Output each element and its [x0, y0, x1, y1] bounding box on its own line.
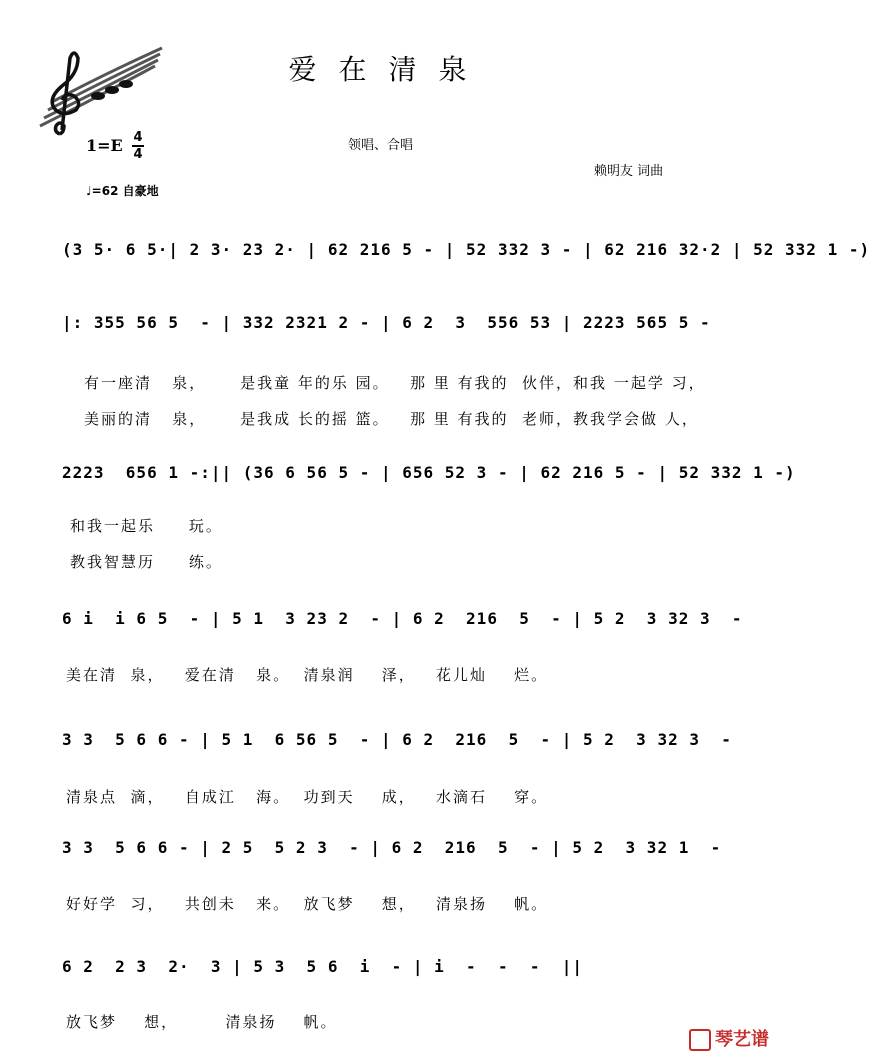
time-signature-top: 4: [133, 130, 143, 145]
staff-line-1: (3 5· 6 5·| 2 3· 23 2· | 62 216 5 - | 52 332 3 - | 62 216 32·2 | 52 332 1 -): [62, 240, 870, 259]
staff-line-7: 6 2 2 3 2· 3 | 5 3 5 6 i - | i - - - ||: [62, 957, 584, 976]
time-signature-bottom: 4: [133, 146, 143, 162]
composer-credit: 赖明友 词曲: [594, 164, 664, 179]
lyric-line-3: 和我一起乐 玩。: [70, 517, 223, 535]
lyric-line-5: 美在清 泉， 爱在清 泉。 清泉润 泽， 花儿灿 烂。: [66, 666, 549, 684]
lyric-line-7: 好好学 习， 共创未 来。 放飞梦 想， 清泉扬 帆。: [66, 895, 549, 913]
lyric-line-6: 清泉点 滴， 自成江 海。 功到天 成， 水滴石 穿。: [66, 788, 549, 806]
staff-line-5: 3 3 5 6 6 - | 5 1 6 56 5 - | 6 2 216 5 - | 5 2 3 32 3 -: [62, 730, 732, 749]
time-signature: [132, 131, 144, 161]
lyric-line-8: 放飞梦 想， 清泉扬 帆。: [66, 1013, 338, 1031]
site-watermark: [689, 1025, 769, 1051]
staff-line-3: 2223 656 1 -:|| (36 6 56 5 - | 656 52 3 - | 62 216 5 - | 52 332 1 -): [62, 463, 796, 482]
lyric-line-1: 有一座清 泉， 是我童 年的乐 园。 那 里 有我的 伙伴，和我 一起学 习，: [84, 374, 706, 392]
tempo-marking: ♩=62 自豪地: [86, 184, 159, 198]
staff-line-2: |: 355 56 5 - | 332 2321 2 - | 6 2 3 556 53 | 2223 565 5 -: [62, 313, 711, 332]
staff-line-6: 3 3 5 6 6 - | 2 5 5 2 3 - | 6 2 216 5 - | 5 2 3 32 1 -: [62, 838, 722, 857]
watermark-logo-icon: [689, 1029, 711, 1051]
performance-roles: 领唱、合唱: [348, 138, 414, 153]
lyric-line-2: 美丽的清 泉， 是我成 长的摇 篮。 那 里 有我的 老师，教我学会做 人，: [84, 410, 699, 428]
lyric-line-4: 教我智慧历 练。: [70, 553, 223, 571]
song-title: 爱在清泉: [288, 53, 489, 86]
watermark-text: 琴艺谱: [715, 1029, 769, 1050]
key-signature: 1=E: [86, 136, 123, 155]
staff-line-4: 6 i i 6 5 - | 5 1 3 23 2 - | 6 2 216 5 - | 5 2 3 32 3 -: [62, 609, 743, 628]
